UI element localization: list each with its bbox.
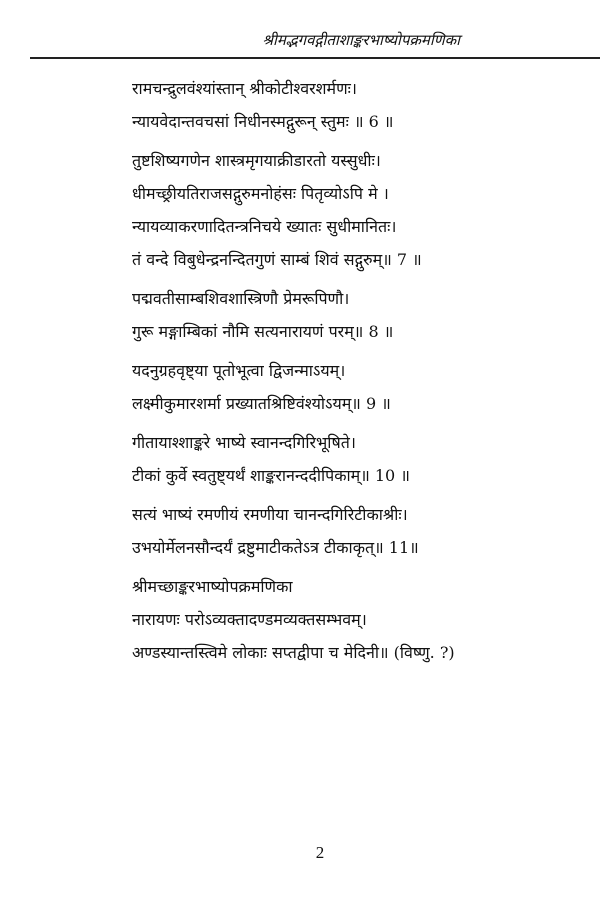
verse-line: सत्यं भाष्यं रमणीयं रमणीया चानन्दगिरिटीकाश्रीः।: [132, 505, 408, 524]
stanza-verse-11: [132, 506, 592, 557]
stanza-verse-8: [132, 290, 592, 341]
stanza-verse-9: [132, 362, 592, 413]
verse-line: टीकां कुर्वे स्वतुष्ट्यर्थं शाङ्करानन्ददीपिकाम्॥ 10 ॥: [132, 466, 410, 485]
section-heading: श्रीमच्छाङ्करभाष्योपक्रमणिका: [132, 577, 293, 596]
verse-line: तुष्टशिष्यगणेन शास्त्रमृगयाक्रीडारतो यस्सुधीः।: [132, 151, 381, 170]
stanza-verse-6: [132, 80, 592, 131]
verse-line: लक्ष्मीकुमारशर्मा प्रख्यातश्रिष्टिवंश्योऽयम्॥ 9 ॥: [132, 394, 391, 413]
stanza-verse-7: [132, 152, 592, 269]
verse-line: तं वन्दे विबुधेन्द्रनन्दितगुणं साम्बं शिवं सद्गुरुम्॥ 7 ॥: [132, 250, 422, 269]
verse-line: पद्मवतीसाम्बशिवशास्त्रिणौ प्रेमरूपिणौ।: [132, 289, 350, 308]
verse-line: न्यायवेदान्तवचसां निधीनस्मद्गुरून् स्तुमः ॥ 6 ॥: [132, 112, 394, 131]
section-upakramanika: [132, 578, 592, 662]
verse-block: [132, 80, 592, 683]
verse-line: धीमच्छ्रीयतिराजसद्गुरुमनोहंसः पितृव्योऽपि मे ।: [132, 184, 389, 203]
verse-line: गुरू मङ्गाम्बिकां नौमि सत्यनारायणं परम्॥ 8 ॥: [132, 322, 394, 341]
verse-line: उभयोर्मेलनसौन्दर्यं द्रष्टुमाटीकतेऽत्र टीकाकृत्॥ 11॥: [132, 538, 419, 557]
verse-line: अण्डस्यान्तस्त्विमे लोकाः सप्तद्वीपा च मेदिनी॥ (विष्णु. ?): [132, 643, 455, 662]
verse-line: गीतायाश्शाङ्करे भाष्ये स्वानन्दगिरिभूषिते।: [132, 433, 356, 452]
verse-line: रामचन्द्रुलवंश्यांस्तान् श्रीकोटीश्वरशर्मणः।: [132, 79, 357, 98]
page-number: 2: [315, 843, 325, 862]
header-rule: [30, 57, 600, 59]
verse-line: न्यायव्याकरणादितन्त्रनिचये ख्यातः सुधीमानितः।: [132, 217, 397, 236]
verse-line: यदनुग्रहवृष्ट्या पूतोभूत्वा द्विजन्माऽयम्।: [132, 361, 346, 380]
verse-line: नारायणः परोऽव्यक्तादण्डमव्यक्तसम्भवम्।: [132, 610, 367, 629]
stanza-verse-10: [132, 434, 592, 485]
running-header: श्रीमद्भगवद्गीताशाङ्करभाष्योपक्रमणिका: [262, 31, 460, 49]
